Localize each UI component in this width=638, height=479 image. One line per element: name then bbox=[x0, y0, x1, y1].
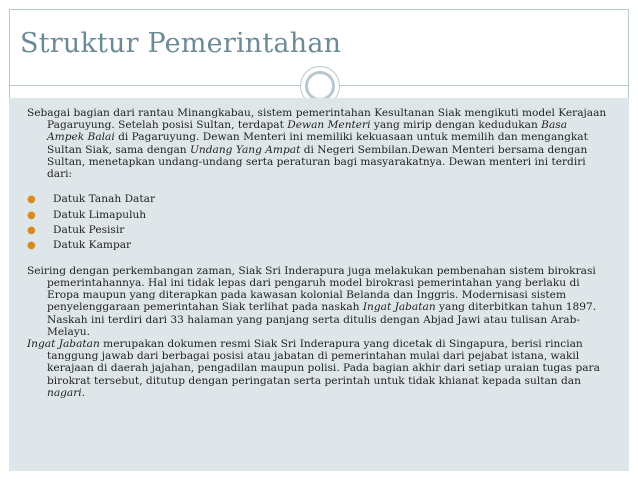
list-item: ● Datuk Pesisir bbox=[27, 224, 125, 236]
decorative-ring-icon bbox=[305, 71, 335, 101]
bullet-icon: ● bbox=[27, 209, 36, 221]
slide-title: Struktur Pemerintahan bbox=[20, 28, 342, 59]
list-item: ● Datuk Limapuluh bbox=[27, 208, 147, 221]
list-item: ● Datuk Tanah Datar bbox=[27, 193, 156, 206]
paragraph-intro: Sebagai bagian dari rantau Minangkabau, sistem pemerintahan Kesultanan Siak mengikuti model Kerajaan Pagaruyung. Setelah posisi Sultan, terdapat Dewan Menteri yang mirip dengan kedudukan Basa Ampek Balai di Pagaruyung. Dewan Menteri ini memiliki kekuasaan untuk memilih dan mengangkat Sultan Siak, sama dengan Undang Yang Ampat di Negeri Sembilan.Dewan Menteri bersama dengan Sultan, menetapkan undang-undang serta peraturan bagi masyarakatnya. Dewan menteri ini terdiri dari: bbox=[27, 107, 607, 181]
bullet-icon: ● bbox=[27, 194, 36, 206]
list-item: ● Datuk Kampar bbox=[27, 239, 132, 252]
bullet-icon: ● bbox=[27, 240, 36, 252]
slide-body bbox=[27, 107, 607, 399]
dewan-menteri-list bbox=[27, 193, 607, 251]
paragraph-birokrasi: Seiring dengan perkembangan zaman, Siak Sri Inderapura juga melakukan pembenahan sistem birokrasi pemerintahannya. Hal ini tidak lepas dari pengaruh model birokrasi pemerintahan yang berlaku di Eropa maupun yang diterapkan pada kawasan kolonial Belanda dan Inggris. Modernisasi sistem penyelenggaraan pemerintahan Siak terlihat pada naskah Ingat Jabatan yang diterbitkan tahun 1897. Naskah ini terdiri dari 33 halaman yang panjang serta ditulis dengan Abjad Jawi atau tulisan Arab-Melayu. bbox=[27, 264, 597, 338]
paragraph-ingat-jabatan: Ingat Jabatan merupakan dokumen resmi Siak Sri Inderapura yang dicetak di Singapura, berisi rincian tanggung jawab dari berbagai posisi atau jabatan di pemerintahan mulai dari pejabat istana, wakil kerajaan di daerah jajahan, pengadilan maupun polisi. Pada bagian akhir dari setiap uraian tugas para birokrat tersebut, ditutup dengan peringatan serta perintah untuk tidak khianat kepada sultan dan nagari. bbox=[27, 338, 600, 399]
bullet-icon: ● bbox=[27, 225, 36, 236]
